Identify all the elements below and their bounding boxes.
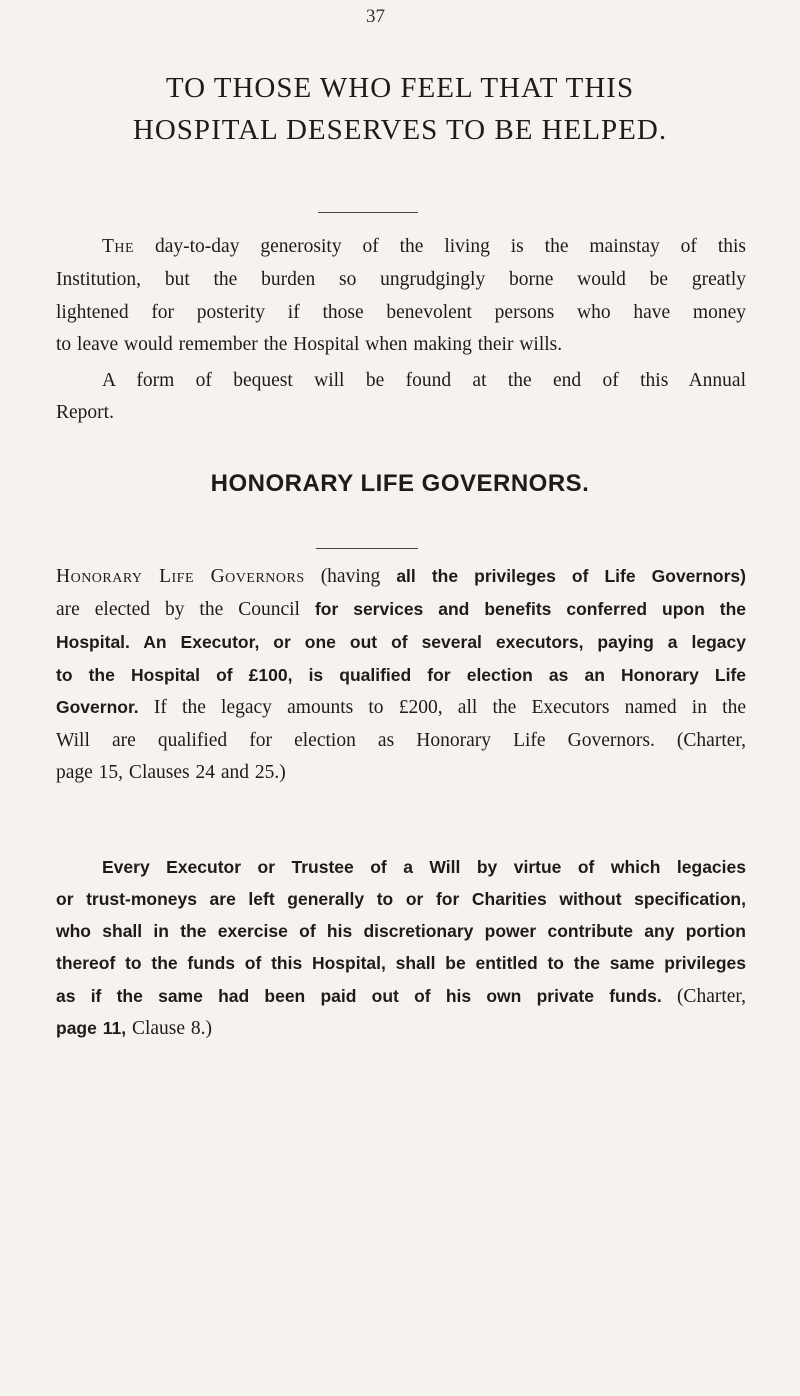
text-line	[102, 857, 746, 879]
page-number: 37	[366, 6, 385, 27]
text-segment: Hospital. An Executor, or one out of several executors, paying a legacy	[56, 632, 746, 652]
text-line	[56, 697, 746, 719]
text-segment: Clause 8.)	[126, 1018, 213, 1039]
text-segment: as if the same had been paid out of his own private funds.	[56, 986, 662, 1006]
text-line	[56, 632, 746, 654]
text-segment: If the legacy amounts to £200, all the Executors named in the	[138, 697, 746, 718]
text-segment: are elected by the Council	[56, 599, 315, 620]
text-line	[56, 986, 746, 1008]
text-line	[56, 302, 746, 324]
text-segment: Will are qualified for election as Honorary Life Governors. (Charter,	[56, 730, 746, 751]
text-segment: (having	[304, 566, 397, 587]
text-line	[56, 599, 746, 621]
text-segment: who shall in the exercise of his discretionary power contribute any portion	[56, 921, 746, 941]
text-line	[56, 269, 746, 291]
text-segment: all the privileges of Life Governors)	[396, 566, 746, 586]
page-title-line-2: HOSPITAL DESERVES TO BE HELPED.	[132, 114, 668, 146]
text-segment: or trust-moneys are left generally to or for Charities without specification,	[56, 889, 746, 909]
text-line	[56, 402, 746, 424]
text-segment: day-to-day generosity of the living is the mainstay of this	[134, 236, 746, 257]
text-line	[56, 730, 746, 752]
text-segment: lightened for posterity if those benevolent persons who have money	[56, 302, 746, 323]
text-line	[56, 1018, 746, 1040]
text-segment: to the Hospital of £100, is qualified for election as an Honorary Life	[56, 665, 746, 685]
text-line	[56, 762, 746, 784]
text-line	[56, 566, 746, 588]
text-line	[56, 953, 746, 975]
text-line	[102, 370, 746, 392]
text-segment: page 15, Clauses 24 and 25.)	[56, 762, 286, 783]
text-segment: thereof to the funds of this Hospital, shall be entitled to the same privileges	[56, 953, 746, 973]
text-line	[56, 889, 746, 911]
divider	[316, 548, 418, 549]
text-segment: Institution, but the burden so ungrudgingly borne would be greatly	[56, 269, 746, 290]
text-segment: A form of bequest will be found at the end of this Annual	[102, 370, 746, 391]
divider	[318, 212, 418, 213]
text-segment: for services and benefits conferred upon the	[314, 599, 746, 619]
text-segment: Honorary Life Governors	[56, 566, 305, 587]
text-segment: (Charter,	[661, 986, 747, 1007]
text-line	[56, 921, 746, 943]
text-segment: Report.	[56, 402, 114, 423]
text-segment: The	[102, 236, 135, 257]
page-title-line-1: TO THOSE WHO FEEL THAT THIS	[165, 72, 635, 104]
text-segment: to leave would remember the Hospital when making their wills.	[56, 334, 563, 355]
text-segment: Every Executor or Trustee of a Will by virtue of which legacies	[102, 857, 746, 877]
text-line	[102, 236, 746, 258]
section-heading: HONORARY LIFE GOVERNORS.	[210, 470, 590, 497]
text-segment: page 11,	[56, 1018, 127, 1038]
text-line	[56, 665, 746, 687]
text-segment: Governor.	[56, 697, 139, 717]
text-line	[56, 334, 746, 356]
